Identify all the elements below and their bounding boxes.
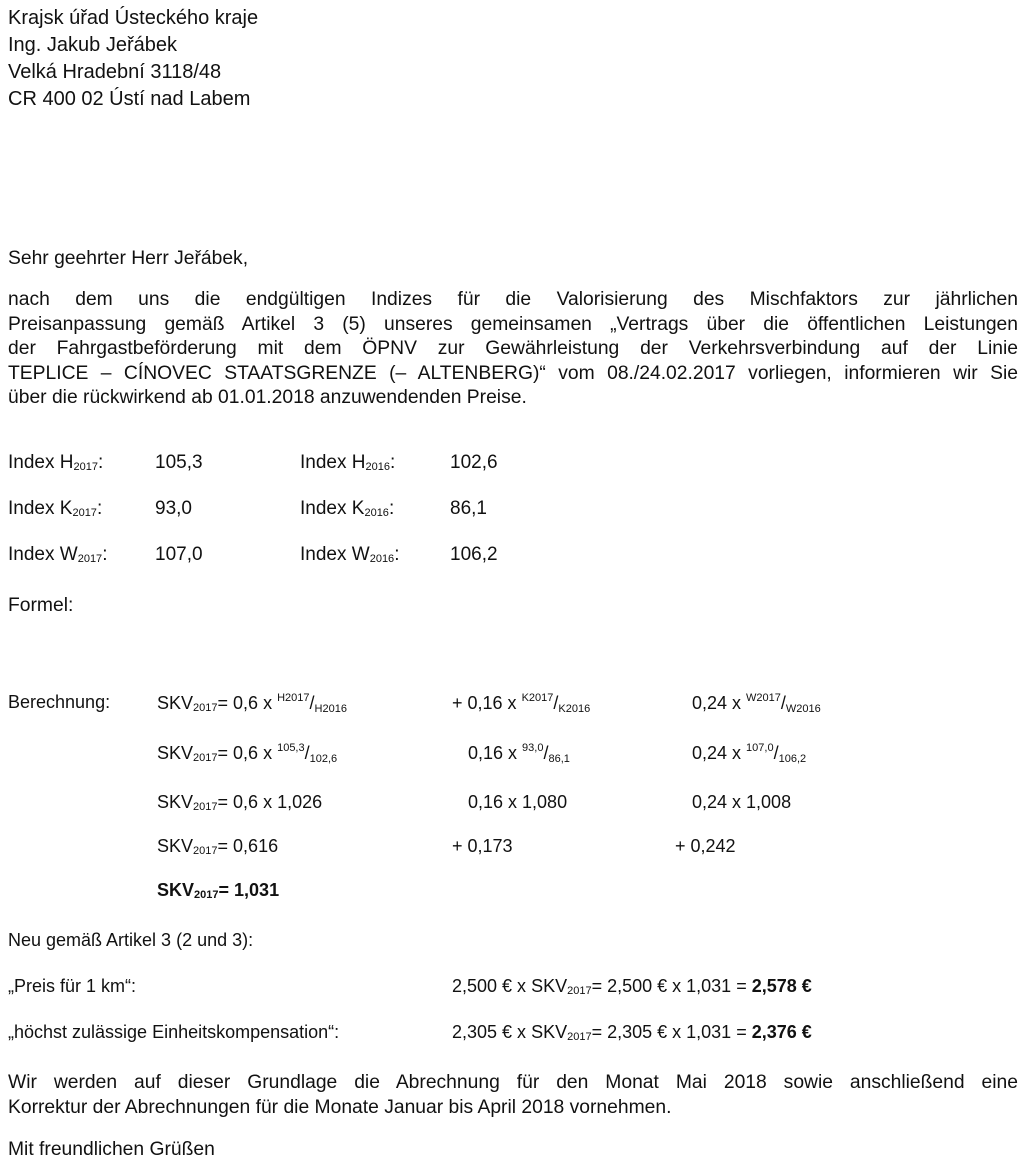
calc-row4-term3: + 0,242 <box>675 836 736 856</box>
intro-paragraph <box>8 288 1018 411</box>
intro-line: der Fahrgastbeförderung mit dem ÖPNV zur Gewährleistung der Verkehrsverbindung auf der Linie <box>8 338 1018 360</box>
calc-row3-term1: $SKV_{2017}= 0,6$ x 1,026 <box>157 792 323 813</box>
price-label-per-km: „Preis für 1 km“: <box>8 976 137 996</box>
intro-line: Preisanpassung gemäß Artikel 3 (5) unseres gemeinsamen „Vertrags über die öffentlichen Leistungen <box>8 313 1018 335</box>
price-calc-per-km: 2,500 € x $SKV_{2017}= 2,500$ € x 1,031 = 2,578 € <box>452 976 812 997</box>
price-label-max-compensation: „höchst zulässige Einheitskompensation“: <box>8 1022 340 1042</box>
index-value-w2017: 107,0 <box>155 544 203 565</box>
calc-row1-term3: 0,24 x $^{W2017}$/W2016 <box>692 692 821 715</box>
index-label-h2017: Index $H_{2017}$: <box>8 452 104 473</box>
index-value-h2017: 105,3 <box>155 452 203 473</box>
calc-row1-term2: + 0,16 x $^{K2017}$/K2016 <box>452 692 591 715</box>
address-line-2: Ing. Jakub Jeřábek <box>8 34 177 56</box>
new-prices-heading: Neu gemäß Artikel 3 (2 und 3): <box>8 930 254 950</box>
index-label-k2016: Index $K_{2016}$: <box>300 498 395 519</box>
intro-line: über die rückwirkend ab 01.01.2018 anzuwendenden Preise. <box>8 387 527 409</box>
calc-row1-term1: $SKV_{2017}= 0,6$ x $^{H2017}$/H2016 <box>157 692 347 715</box>
calc-row3-term2: 0,16 x 1,080 <box>468 792 568 812</box>
index-label-h2016: Index $H_{2016}$: <box>300 452 396 473</box>
address-line-1: Krajsk úřad Ústeckého kraje <box>8 7 259 29</box>
calc-row2-term3: 0,24 x $^{107,0}$/106,2 <box>692 742 807 765</box>
calc-row3-term3: 0,24 x 1,008 <box>692 792 792 812</box>
calc-row2-term2: 0,16 x $^{93,0}$/86,1 <box>468 742 570 765</box>
index-label-k2017: Index $K_{2017}$: <box>8 498 103 519</box>
closing-line: Wir werden auf dieser Grundlage die Abrechnung für den Monat Mai 2018 sowie anschließend eine <box>8 1072 1018 1093</box>
closing-paragraph <box>8 1071 1018 1120</box>
intro-line: nach dem uns die endgültigen Indizes für die Valorisierung des Mischfaktors zur jährlichen <box>8 289 1018 310</box>
price-calc-max-compensation: 2,305 € x $SKV_{2017}= 2,305$ € x 1,031 = 2,376 € <box>452 1022 812 1043</box>
calc-row4-term1: $SKV_{2017}= 0,616$ <box>157 836 279 857</box>
index-value-k2017: 93,0 <box>155 498 192 519</box>
closing-greeting: Mit freundlichen Grüßen <box>8 1139 215 1160</box>
address-line-4: CR 400 02 Ústí nad Labem <box>8 88 251 110</box>
calculation-label: Berechnung: <box>8 692 111 712</box>
closing-line: Korrektur der Abrechnungen für die Monate Januar bis April 2018 vornehmen. <box>8 1096 672 1118</box>
calc-row2-term1: $SKV_{2017}= 0,6$ x $^{105,3}$/102,6 <box>157 742 338 765</box>
index-value-w2016: 106,2 <box>450 544 498 565</box>
intro-line: TEPLICE – CÍNOVEC STAATSGRENZE (– ALTENBERG)“ vom 08./24.02.2017 vorliegen, informieren wir Sie <box>8 362 1018 384</box>
calc-result: $SKV_{2017}= 1,031$ <box>157 880 280 901</box>
calc-row4-term2: + 0,173 <box>452 836 513 856</box>
formula-label: Formel: <box>8 595 74 616</box>
index-label-w2016: Index $W_{2016}$: <box>300 544 400 565</box>
salutation: Sehr geehrter Herr Jeřábek, <box>8 248 249 269</box>
address-line-3: Velká Hradební 3118/48 <box>8 61 222 83</box>
index-value-h2016: 102,6 <box>450 452 498 473</box>
index-label-w2017: Index $W_{2017}$: <box>8 544 108 565</box>
index-value-k2016: 86,1 <box>450 498 487 519</box>
